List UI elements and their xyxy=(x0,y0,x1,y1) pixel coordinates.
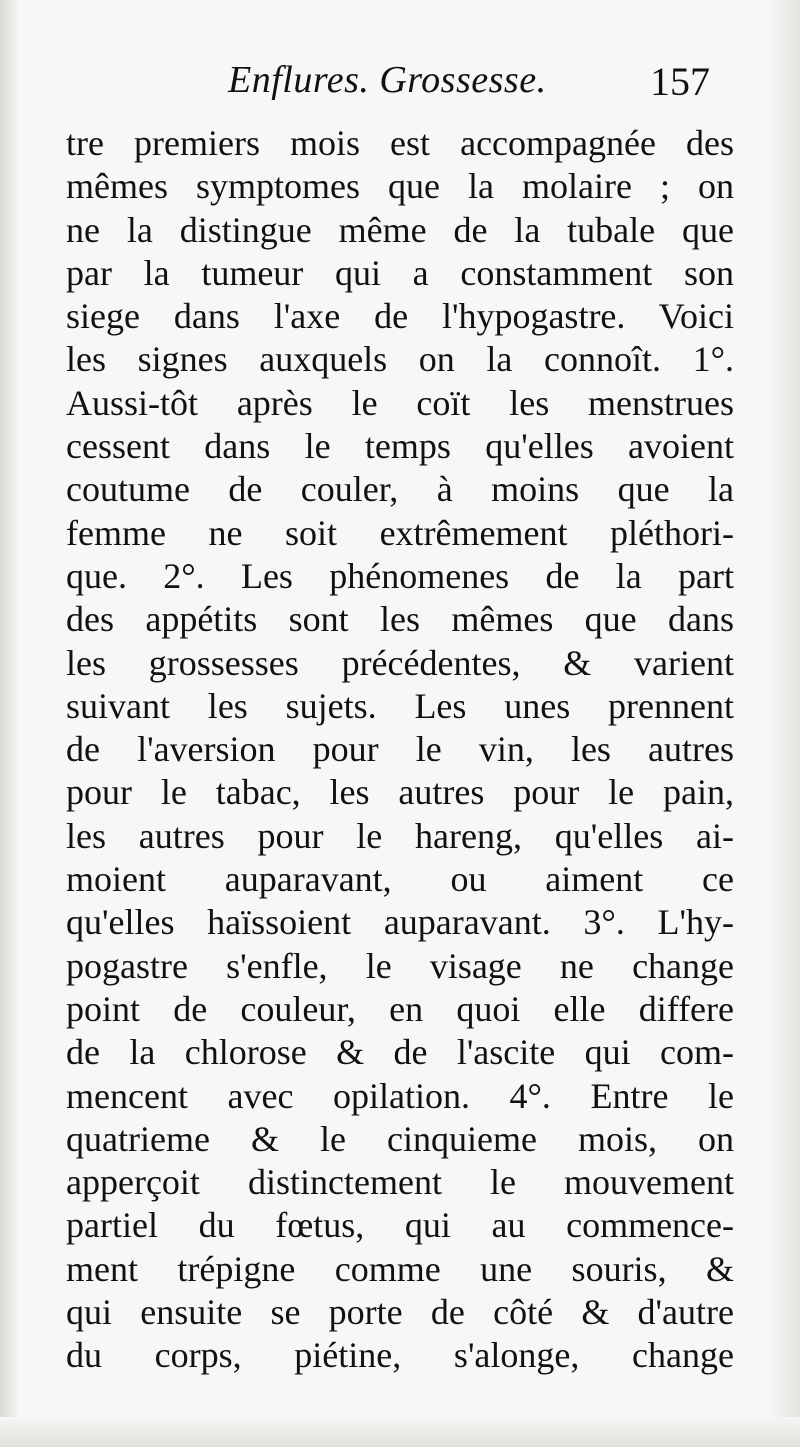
text-line: apperçoit distinctement le mouvement xyxy=(66,1162,734,1203)
text-line: les signes auxquels on la connoît. 1°. xyxy=(66,339,734,380)
text-line: femme ne soit extrêmement pléthori- xyxy=(66,512,734,553)
text-line: Aussi-tôt après le coït les menstrues xyxy=(66,382,734,423)
text-line: cessent dans le temps qu'elles avoient xyxy=(66,426,734,467)
text-line: ment trépigne comme une souris, & xyxy=(66,1248,734,1289)
text-line: les autres pour le hareng, qu'elles ai- xyxy=(66,815,734,856)
text-line: mêmes symptomes que la molaire ; on xyxy=(66,166,734,207)
text-line: qu'elles haïssoient auparavant. 3°. L'hy- xyxy=(66,902,734,943)
body-text xyxy=(66,122,734,1378)
text-line: des appétits sont les mêmes que dans xyxy=(66,599,734,640)
text-line: que. 2°. Les phénomenes de la part xyxy=(66,555,734,596)
text-line: mencent avec opilation. 4°. Entre le xyxy=(66,1075,734,1116)
text-line: coutume de couler, à moins que la xyxy=(66,469,734,510)
text-line: moient auparavant, ou aiment ce xyxy=(66,859,734,900)
text-line: pour le tabac, les autres pour le pain, xyxy=(66,772,734,813)
text-line: par la tumeur qui a constamment son xyxy=(66,252,734,293)
text-line: tre premiers mois est accompagnée des xyxy=(66,123,734,163)
running-title: Enflures. Grossesse. xyxy=(228,59,547,101)
text-line: de l'aversion pour le vin, les autres xyxy=(66,729,734,770)
text-line: du corps, piétine, s'alonge, change xyxy=(66,1335,734,1376)
text-line: de la chlorose & de l'ascite qui com- xyxy=(66,1032,734,1073)
text-line: quatrieme & le cinquieme mois, on xyxy=(66,1118,734,1159)
text-line: point de couleur, en quoi elle differe xyxy=(66,988,734,1029)
text-line: qui ensuite se porte de côté & d'autre xyxy=(66,1292,734,1333)
text-line: ne la distingue même de la tubale que xyxy=(66,209,734,250)
page-number: 157 xyxy=(650,59,710,104)
text-line: les grossesses précédentes, & varient xyxy=(66,642,734,683)
text-line: pogastre s'enfle, le visage ne change xyxy=(66,945,734,986)
running-head xyxy=(0,58,800,118)
text-line: siege dans l'axe de l'hypogastre. Voici xyxy=(66,296,734,337)
text-line: suivant les sujets. Les unes prennent xyxy=(66,685,734,726)
text-line: partiel du fœtus, qui au commence- xyxy=(66,1205,734,1246)
